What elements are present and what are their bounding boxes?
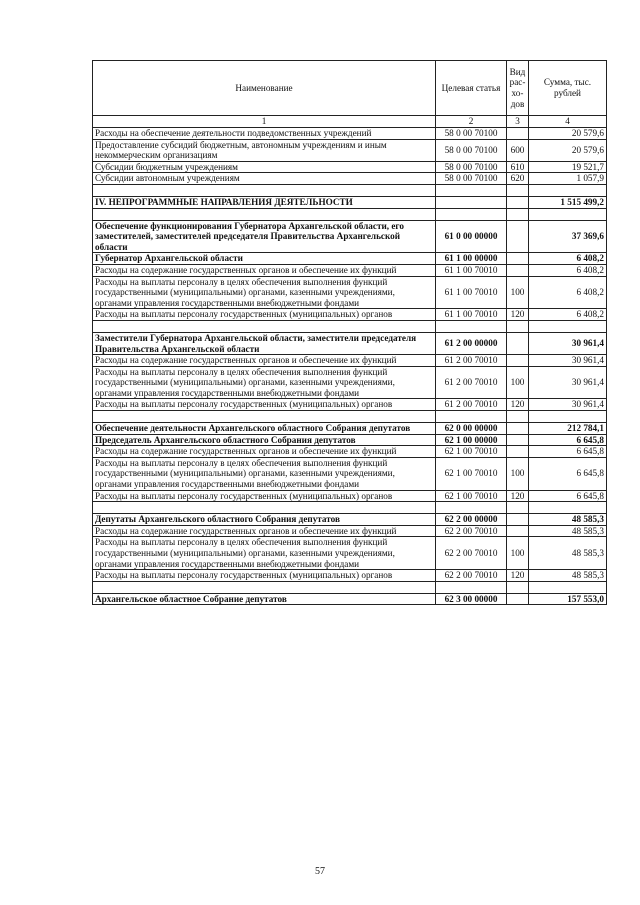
expense-kind-cell [507, 593, 529, 605]
empty-cell [436, 502, 507, 514]
name-cell: Расходы на содержание государственных органов и обеспечение их функций [93, 264, 436, 276]
target-article-cell: 61 1 00 70010 [436, 276, 507, 309]
target-article-cell: 61 2 00 00000 [436, 332, 507, 354]
name-cell: Расходы на выплаты персоналу государственных (муниципальных) органов [93, 399, 436, 411]
expense-kind-cell: 100 [507, 366, 529, 399]
target-article-cell: 58 0 00 70100 [436, 128, 507, 140]
table-row [93, 173, 607, 185]
table-row [93, 399, 607, 411]
column-number: 3 [507, 116, 529, 128]
header-kind-line: рас- [509, 77, 526, 88]
name-cell: Архангельское областное Собрание депутатов [93, 593, 436, 605]
name-cell: Расходы на выплаты персоналу в целях обеспечения выполнения функций государственными (муниципальными) органами, казенными учреждениями, органами управления государственными внебюджетными фондами [93, 457, 436, 490]
sum-cell: 6 645,8 [529, 446, 607, 458]
name-cell: Депутаты Архангельского областного Собрания депутатов [93, 514, 436, 526]
empty-cell [436, 208, 507, 220]
empty-cell [436, 184, 507, 196]
sum-cell: 48 585,3 [529, 525, 607, 537]
table-row [93, 446, 607, 458]
expense-kind-cell: 620 [507, 173, 529, 185]
header-expense-kind [507, 61, 529, 116]
empty-cell [529, 208, 607, 220]
sum-cell: 48 585,3 [529, 537, 607, 570]
name-cell: Расходы на выплаты персоналу в целях обеспечения выполнения функций государственными (муниципальными) органами, казенными учреждениями, органами управления государственными внебюджетными фондами [93, 276, 436, 309]
table-row [93, 366, 607, 399]
sum-cell: 30 961,4 [529, 399, 607, 411]
header-sum: Сумма, тыс. рублей [529, 61, 607, 116]
empty-cell [507, 184, 529, 196]
sum-cell: 6 645,8 [529, 490, 607, 502]
column-number: 1 [93, 116, 436, 128]
empty-cell [93, 581, 436, 593]
empty-cell [529, 411, 607, 423]
target-article-cell: 58 0 00 70100 [436, 173, 507, 185]
target-article-cell: 62 1 00 00000 [436, 434, 507, 446]
expense-kind-cell: 120 [507, 309, 529, 321]
table-body [93, 128, 607, 605]
empty-cell [436, 411, 507, 423]
table-row [93, 161, 607, 173]
empty-cell [93, 184, 436, 196]
name-cell: Расходы на выплаты персоналу в целях обеспечения выполнения функций государственными (муниципальными) органами, казенными учреждениями, органами управления государственными внебюджетными фондами [93, 537, 436, 570]
name-cell: Расходы на содержание государственных органов и обеспечение их функций [93, 355, 436, 367]
sum-cell: 30 961,4 [529, 332, 607, 354]
table-row [93, 570, 607, 582]
sum-cell: 1 515 499,2 [529, 196, 607, 208]
name-cell: Расходы на выплаты персоналу государственных (муниципальных) органов [93, 570, 436, 582]
spacer-row [93, 502, 607, 514]
sum-cell: 212 784,1 [529, 423, 607, 435]
name-cell: Расходы на содержание государственных органов и обеспечение их функций [93, 446, 436, 458]
column-number-row [93, 116, 607, 128]
empty-cell [93, 320, 436, 332]
spacer-row [93, 320, 607, 332]
target-article-cell: 62 0 00 00000 [436, 423, 507, 435]
spacer-row [93, 581, 607, 593]
target-article-cell: 58 0 00 70100 [436, 161, 507, 173]
budget-table [92, 60, 607, 605]
expense-kind-cell [507, 446, 529, 458]
expense-kind-cell: 120 [507, 570, 529, 582]
name-cell: Обеспечение функционирования Губернатора Архангельской области, его заместителей, заместителей председателя Правительства Архангельской области [93, 220, 436, 253]
empty-cell [436, 581, 507, 593]
name-cell: Расходы на выплаты персоналу государственных (муниципальных) органов [93, 309, 436, 321]
expense-kind-cell: 610 [507, 161, 529, 173]
section-row [93, 196, 607, 208]
expense-kind-cell [507, 423, 529, 435]
sum-cell: 37 369,6 [529, 220, 607, 253]
empty-cell [529, 320, 607, 332]
empty-cell [93, 411, 436, 423]
name-cell: Субсидии бюджетным учреждениям [93, 161, 436, 173]
sum-cell: 157 553,0 [529, 593, 607, 605]
empty-cell [507, 208, 529, 220]
target-article-cell [436, 196, 507, 208]
header-name: Наименование [93, 61, 436, 116]
expense-kind-cell: 100 [507, 537, 529, 570]
empty-cell [507, 320, 529, 332]
expense-kind-cell [507, 196, 529, 208]
target-article-cell: 61 2 00 70010 [436, 355, 507, 367]
expense-kind-cell [507, 128, 529, 140]
spacer-row [93, 208, 607, 220]
sum-cell: 6 408,2 [529, 309, 607, 321]
section-row [93, 514, 607, 526]
sum-cell: 30 961,4 [529, 366, 607, 399]
target-article-cell: 62 2 00 70010 [436, 537, 507, 570]
expense-kind-cell: 120 [507, 490, 529, 502]
expense-kind-cell [507, 220, 529, 253]
sum-cell: 6 645,8 [529, 457, 607, 490]
sum-cell: 48 585,3 [529, 514, 607, 526]
section-row [93, 423, 607, 435]
header-kind-line: хо- [511, 88, 524, 98]
expense-kind-cell [507, 332, 529, 354]
expense-kind-cell [507, 264, 529, 276]
header-target-article: Целевая статья [436, 61, 507, 116]
target-article-cell: 61 1 00 70010 [436, 309, 507, 321]
target-article-cell: 62 1 00 70010 [436, 446, 507, 458]
empty-cell [507, 411, 529, 423]
empty-cell [507, 502, 529, 514]
sum-cell: 1 057,9 [529, 173, 607, 185]
table-row [93, 309, 607, 321]
table-row [93, 355, 607, 367]
sum-cell: 20 579,6 [529, 128, 607, 140]
expense-kind-cell [507, 514, 529, 526]
name-cell: Председатель Архангельского областного Собрания депутатов [93, 434, 436, 446]
sum-cell: 48 585,3 [529, 570, 607, 582]
target-article-cell: 62 3 00 00000 [436, 593, 507, 605]
name-cell: Расходы на выплаты персоналу государственных (муниципальных) органов [93, 490, 436, 502]
page-number: 57 [315, 866, 325, 877]
header-kind-line: Вид [509, 66, 526, 77]
expense-kind-cell: 600 [507, 139, 529, 161]
empty-cell [529, 502, 607, 514]
expense-kind-cell: 120 [507, 399, 529, 411]
name-cell: Губернатор Архангельской области [93, 253, 436, 265]
name-cell: Расходы на обеспечение деятельности подведомственных учреждений [93, 128, 436, 140]
target-article-cell: 58 0 00 70100 [436, 139, 507, 161]
section-row [93, 332, 607, 354]
empty-cell [93, 208, 436, 220]
name-cell: IV. НЕПРОГРАММНЫЕ НАПРАВЛЕНИЯ ДЕЯТЕЛЬНОСТИ [93, 196, 436, 208]
table-row [93, 490, 607, 502]
target-article-cell: 62 1 00 70010 [436, 490, 507, 502]
table-row [93, 128, 607, 140]
name-cell: Расходы на содержание государственных органов и обеспечение их функций [93, 525, 436, 537]
section-row [93, 593, 607, 605]
column-number: 2 [436, 116, 507, 128]
header-kind-line: дов [510, 98, 525, 109]
table-row [93, 264, 607, 276]
target-article-cell: 61 2 00 70010 [436, 366, 507, 399]
expense-kind-cell: 100 [507, 276, 529, 309]
table-row [93, 537, 607, 570]
sum-cell: 6 408,2 [529, 276, 607, 309]
table-header-row [93, 61, 607, 116]
name-cell: Предоставление субсидий бюджетным, автономным учреждениям и иным некоммерческим организациям [93, 139, 436, 161]
expense-kind-cell: 100 [507, 457, 529, 490]
sum-cell: 30 961,4 [529, 355, 607, 367]
sum-cell: 6 645,8 [529, 434, 607, 446]
spacer-row [93, 184, 607, 196]
target-article-cell: 61 1 00 00000 [436, 253, 507, 265]
empty-cell [507, 581, 529, 593]
column-number: 4 [529, 116, 607, 128]
expense-kind-cell [507, 434, 529, 446]
target-article-cell: 62 2 00 70010 [436, 525, 507, 537]
table-row [93, 457, 607, 490]
spacer-row [93, 411, 607, 423]
name-cell: Расходы на выплаты персоналу в целях обеспечения выполнения функций государственными (муниципальными) органами, казенными учреждениями, органами управления государственными внебюджетными фондами [93, 366, 436, 399]
table-row [93, 139, 607, 161]
name-cell: Заместители Губернатора Архангельской области, заместители председателя Правительства Архангельской области [93, 332, 436, 354]
empty-cell [436, 320, 507, 332]
target-article-cell: 62 2 00 70010 [436, 570, 507, 582]
sum-cell: 6 408,2 [529, 253, 607, 265]
target-article-cell: 62 1 00 70010 [436, 457, 507, 490]
table-row [93, 276, 607, 309]
section-row [93, 434, 607, 446]
expense-kind-cell [507, 253, 529, 265]
section-row [93, 220, 607, 253]
target-article-cell: 61 1 00 70010 [436, 264, 507, 276]
empty-cell [93, 502, 436, 514]
name-cell: Субсидии автономным учреждениям [93, 173, 436, 185]
sum-cell: 20 579,6 [529, 139, 607, 161]
empty-cell [529, 184, 607, 196]
table-row [93, 525, 607, 537]
target-article-cell: 62 2 00 00000 [436, 514, 507, 526]
target-article-cell: 61 0 00 00000 [436, 220, 507, 253]
name-cell: Обеспечение деятельности Архангельского областного Собрания депутатов [93, 423, 436, 435]
sum-cell: 6 408,2 [529, 264, 607, 276]
empty-cell [529, 581, 607, 593]
expense-kind-cell [507, 355, 529, 367]
expense-kind-cell [507, 525, 529, 537]
section-row [93, 253, 607, 265]
sum-cell: 19 521,7 [529, 161, 607, 173]
target-article-cell: 61 2 00 70010 [436, 399, 507, 411]
